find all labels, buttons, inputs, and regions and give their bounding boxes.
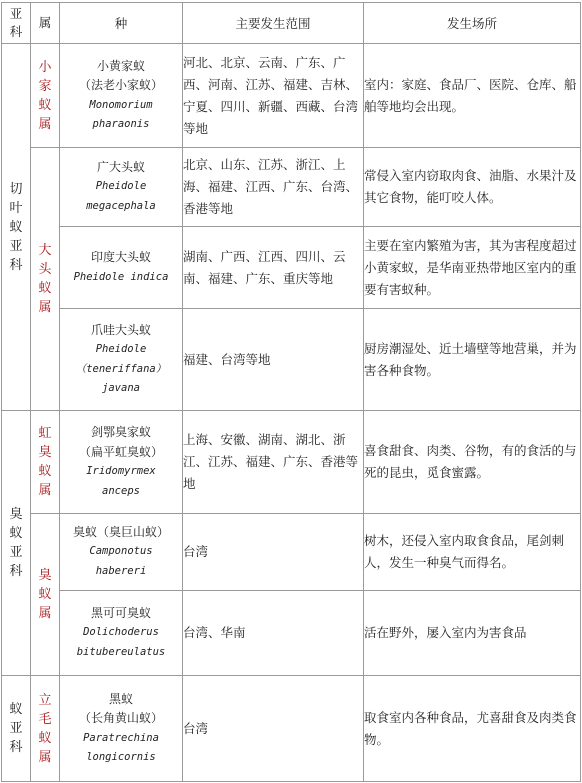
- header-species: 种: [60, 3, 183, 44]
- species-cell: 臭蚁（臭巨山蚁） Camponotus habereri: [60, 514, 183, 591]
- range-cell: 台湾: [183, 676, 364, 782]
- table-row: [2, 148, 581, 227]
- range-cell: 河北、北京、云南、广东、广西、河南、江苏、福建、吉林、宁夏、四川、新疆、西藏、台湾等地: [183, 44, 364, 148]
- genus-cell: 立 毛 蚁 属: [31, 676, 60, 782]
- header-genus: 属: [31, 3, 60, 44]
- habitat-cell: 室内：家庭、食品厂、医院、仓库、船舶等地均会出现。: [364, 44, 581, 148]
- range-cell: 上海、安徽、湖南、湖北、浙江、江苏、福建、广东、香港等地: [183, 411, 364, 514]
- table-row: [2, 676, 581, 782]
- habitat-cell: 主要在室内繁殖为害，其为害程度超过小黄家蚁，是华南亚热带地区室内的重要有害蚁种。: [364, 227, 581, 309]
- range-cell: 湖南、广西、江西、四川、云南、福建、广东、重庆等地: [183, 227, 364, 309]
- genus-cell: 虹 臭 蚁 属: [31, 411, 60, 514]
- table-row: [2, 227, 581, 309]
- habitat-cell: 取食室内各种食品，尤喜甜食及肉类食物。: [364, 676, 581, 782]
- subfamily-cell: 臭 蚁 亚 科: [2, 411, 31, 676]
- species-cell: 爪哇大头蚁 Pheidole （teneriffana） javana: [60, 309, 183, 411]
- table-row: [2, 309, 581, 411]
- habitat-cell: 树木，还侵入室内取食食品，尾剑刺人，发生一种臭气而得名。: [364, 514, 581, 591]
- genus-cell: 臭 蚁 属: [31, 514, 60, 676]
- table-row: [2, 514, 581, 591]
- table-row: [2, 411, 581, 514]
- species-cell: 广大头蚁 Pheidole megacephala: [60, 148, 183, 227]
- range-cell: 台湾: [183, 514, 364, 591]
- habitat-cell: 活在野外，屡入室内为害食品: [364, 591, 581, 676]
- table-row: [2, 44, 581, 148]
- species-cell: 黑蚁 （长角黄山蚁） Paratrechina longicornis: [60, 676, 183, 782]
- habitat-cell: 喜食甜食、肉类、谷物，有的食活的与死的昆虫，觅食蜜露。: [364, 411, 581, 514]
- header-subfamily: 亚 科: [2, 3, 31, 44]
- header-range: 主要发生范围: [183, 3, 364, 44]
- range-cell: 福建、台湾等地: [183, 309, 364, 411]
- species-cell: 剑鄂臭家蚁 （扁平虹臭蚁） Iridomyrmex anceps: [60, 411, 183, 514]
- subfamily-cell: 蚁 亚 科: [2, 676, 31, 782]
- genus-cell: 小 家 蚁 属: [31, 44, 60, 148]
- genus-cell: 大 头 蚁 属: [31, 148, 60, 411]
- habitat-cell: 厨房潮湿处、近土墙壁等地营巢，并为害各种食物。: [364, 309, 581, 411]
- species-cell: 印度大头蚁 Pheidole indica: [60, 227, 183, 309]
- species-cell: 小黄家蚁 （法老小家蚁） Monomorium pharaonis: [60, 44, 183, 148]
- header-habitat: 发生场所: [364, 3, 581, 44]
- range-cell: 台湾、华南: [183, 591, 364, 676]
- ant-species-table: [1, 2, 581, 782]
- header-row: [2, 3, 581, 44]
- range-cell: 北京、山东、江苏、浙江、上海、福建、江西、广东、台湾、香港等地: [183, 148, 364, 227]
- table-row: [2, 591, 581, 676]
- subfamily-cell: 切 叶 蚁 亚 科: [2, 44, 31, 411]
- species-cell: 黑可可臭蚁 Dolichoderus bitubereulatus: [60, 591, 183, 676]
- habitat-cell: 常侵入室内窃取肉食、油脂、水果汁及其它食物，能叮咬人体。: [364, 148, 581, 227]
